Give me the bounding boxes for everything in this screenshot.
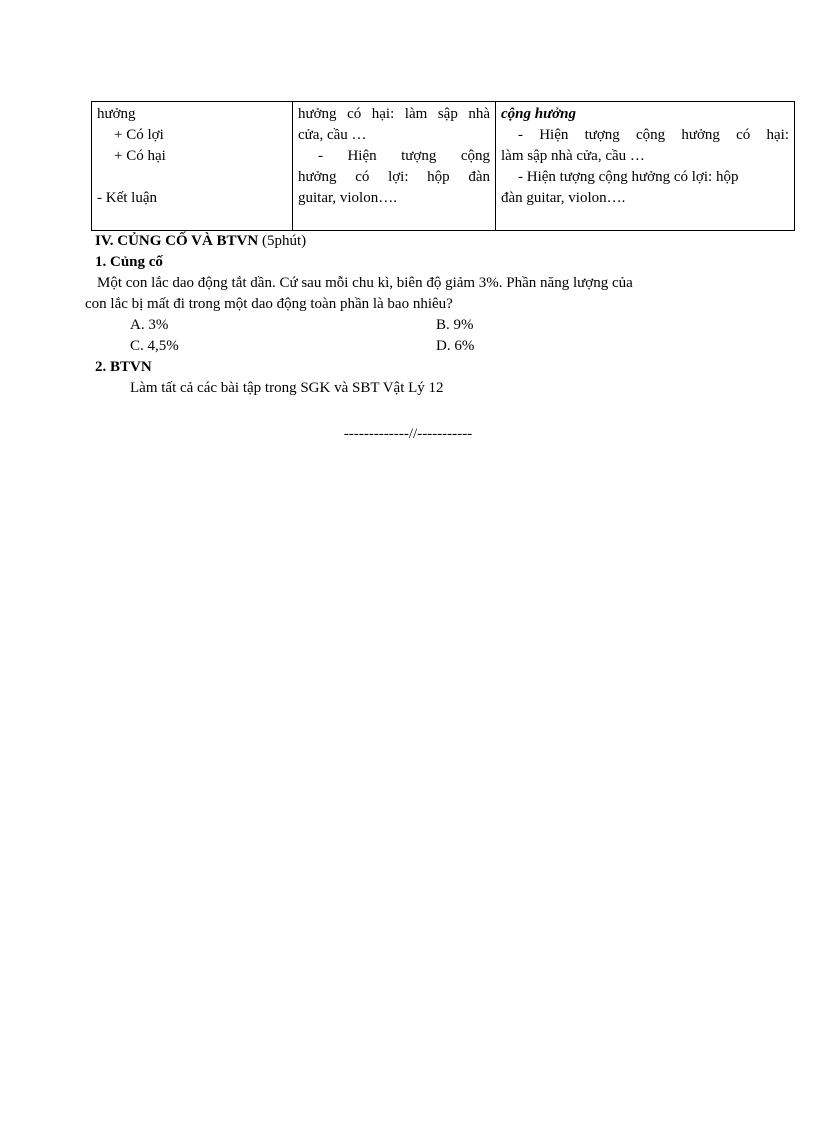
col2-line: cửa, cầu … [298,127,367,143]
answer-c: C. 4,5% [130,338,179,354]
part2-title: 2. BTVN [95,359,152,375]
answer-d: D. 6% [436,338,475,354]
col2-line: hưởng có hại: làm sập nhà [298,106,490,122]
table-row [92,102,795,231]
col3-line: đàn guitar, violon…. [501,190,626,206]
lesson-table [91,101,795,231]
question-line: Một con lắc dao động tắt dần. Cứ sau mỗi chu kì, biên độ giảm 3%. Phần năng lượng của [97,275,633,291]
question-line: con lắc bị mất đi trong một dao động toàn phần là bao nhiêu? [85,296,453,312]
col1-line: - Kết luận [97,190,157,206]
section-title: IV. CỦNG CỐ VÀ BTVN [95,233,259,249]
homework-text: Làm tất cả các bài tập trong SGK và SBT Vật Lý 12 [130,380,444,396]
col1-line: hưởng [97,106,136,122]
section-heading [95,231,755,252]
col3-line: - Hiện tượng cộng hưởng có lợi: hộp [518,169,739,185]
content-column [496,102,795,231]
student-activity-column [293,102,496,231]
answer-b: B. 9% [436,317,474,333]
col3-line: làm sập nhà cửa, cầu … [501,148,645,164]
answer-options [95,315,755,357]
content-heading: cộng hưởng [501,106,576,122]
col2-line: - Hiện tượng cộng [318,148,490,164]
col1-line: + Có lợi [114,127,164,143]
part1-title: 1. Củng cố [95,254,163,270]
col2-line: guitar, violon…. [298,190,397,206]
col2-line: hưởng có lợi: hộp đàn [298,169,490,185]
end-divider: -------------//----------- [343,426,473,442]
activity-column [92,102,293,231]
blank-line [97,167,287,188]
col1-line: + Có hại [114,148,166,164]
review-section [85,231,755,399]
col3-line: - Hiện tượng cộng hưởng có hại: [518,127,789,143]
section-duration: (5phút) [261,233,307,249]
answer-a: A. 3% [130,317,169,333]
